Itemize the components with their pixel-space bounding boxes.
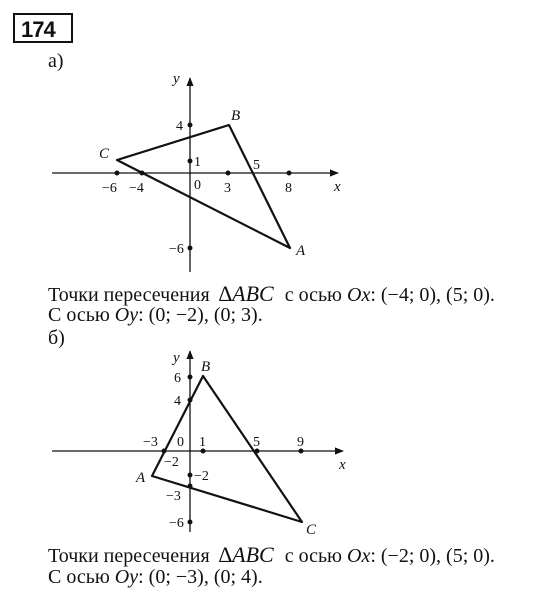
- graph-a: [52, 71, 341, 272]
- graph-a-y-axis-label: y: [173, 71, 180, 87]
- graph-b-tick-dot: [188, 375, 193, 380]
- graph-a-vertex-c: C: [99, 146, 110, 162]
- graph-a-vertex-a: A: [296, 243, 306, 259]
- graph-b-vertex-b: B: [201, 359, 211, 375]
- graph-a-y-tick-label: −6: [169, 242, 184, 257]
- axis-word: С осью: [48, 566, 110, 588]
- part-a-label: а): [48, 50, 64, 72]
- graph-b-x-tick-label: 9: [297, 435, 304, 450]
- graph-a-tick-dot: [115, 171, 120, 176]
- intersection-points: : (0; −3), (0; 4).: [138, 566, 263, 588]
- part-b-line-1: [48, 542, 495, 568]
- axis-word: с осью: [284, 284, 343, 306]
- graph-b-y-axis-label: y: [173, 350, 180, 366]
- axis-name: Ox: [347, 284, 371, 306]
- graph-b-x-tick-label: 5: [253, 435, 260, 450]
- graph-a-origin-label: 0: [194, 178, 201, 193]
- intersection-points: : (−4; 0), (5; 0).: [370, 284, 495, 306]
- problem-number: 174: [21, 17, 55, 42]
- graph-b-origin-label: 0: [177, 435, 184, 450]
- graph-a-x-tick-label: −6: [102, 181, 117, 196]
- graph-a-tick-dot: [188, 123, 193, 128]
- triangle-name: ∆ABC: [218, 281, 274, 306]
- graph-b-vertex-c: C: [306, 522, 317, 538]
- part-b-line-2: [48, 566, 263, 589]
- graph-b-y-tick-label: −3: [166, 489, 181, 504]
- part-a-line-2: [48, 304, 263, 327]
- graph-a-tick-dot: [226, 171, 231, 176]
- graph-a-tick-dot: [188, 246, 193, 251]
- graph-b-y-tick-label: 4: [174, 394, 181, 409]
- intersections-prefix: Точки пересечения: [48, 545, 210, 567]
- intersection-points: : (0; −2), (0; 3).: [138, 304, 263, 326]
- graph-a-vertex-b: B: [231, 108, 241, 124]
- axis-name: Oy: [114, 304, 139, 326]
- axis-word: С осью: [48, 304, 110, 326]
- graph-a-x-tick-label: 3: [224, 181, 231, 196]
- graph-a-x-tick-label: 8: [285, 181, 292, 196]
- intersection-points: : (−2; 0), (5; 0).: [370, 545, 495, 567]
- graph-b-x-tick-label: 1: [199, 435, 206, 450]
- axis-name: Ox: [347, 545, 371, 567]
- graph-b-x-tick-label: −3: [143, 435, 158, 450]
- graph-b-vertex-a: A: [136, 470, 146, 486]
- graph-b-y-tick-label: −2: [164, 455, 179, 470]
- axis-name: Oy: [114, 566, 139, 588]
- graph-b-tick-dot: [188, 520, 193, 525]
- graph-a-x-tick-label: −4: [129, 181, 144, 196]
- triangle-name: ∆ABC: [218, 542, 274, 567]
- axis-word: с осью: [284, 545, 343, 567]
- graph-b-y-tick-label: −6: [169, 516, 184, 531]
- graph-a-x-tick-label: 5: [253, 158, 260, 173]
- intersections-prefix: Точки пересечения: [48, 284, 210, 306]
- graph-b-y-tick-label: 6: [174, 371, 181, 386]
- graph-b-x-axis-label: x: [339, 457, 346, 473]
- graph-a-x-axis-label: x: [334, 179, 341, 195]
- graph-a-y-tick-label: 4: [176, 119, 183, 134]
- graph-a-y-tick-label: 1: [194, 155, 201, 170]
- graph-b-y-tick-label: −2: [194, 469, 209, 484]
- graph-b-tick-dot: [188, 473, 193, 478]
- graph-a-tick-dot: [188, 159, 193, 164]
- graph-b: [52, 350, 346, 538]
- graph-a-tick-dot: [287, 171, 292, 176]
- part-b-label: б): [48, 327, 65, 349]
